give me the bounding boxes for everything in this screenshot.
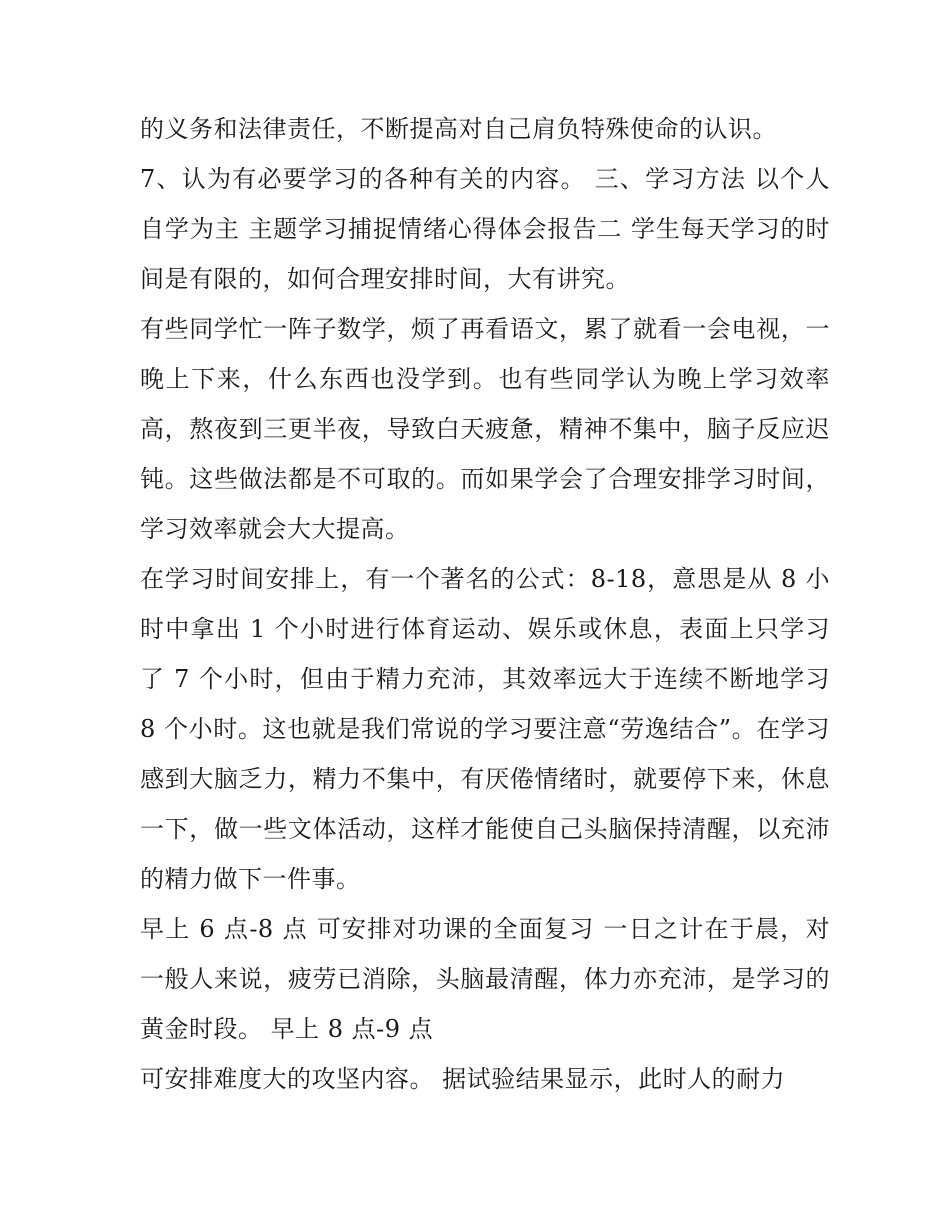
paragraph-3: 有些同学忙一阵子数学，烦了再看语文，累了就看一会电视，一晚上下来，什么东西也没学到。也有些同学认为晚上学习效率高，熬夜到三更半夜，导致白天疲惫，精神不集中，脑子反应迟钝。这些做法都是不可取的。而如果学会了合理安排学习时间，学习效率就会大大提高。 (140, 315, 830, 543)
paragraph-2: 7、认为有必要学习的各种有关的内容。 三、学习方法 以个人自学为主 主题学习捕捉情绪心得体会报告二 学生每天学习的时间是有限的，如何合理安排时间，大有讲究。 (140, 165, 830, 293)
paragraph-4: 在学习时间安排上，有一个著名的公式：8-18，意思是从 8 小时中拿出 1 个小时进行体育运动、娱乐或休息，表面上只学习了 7 个小时，但由于精力充沛，其效率远大于连续不断地学习 8 个小时。这也就是我们常说的学习要注意“劳逸结合”。在学习感到大脑乏力，精力不集中，有厌倦情绪时，就要停下来，休息一下，做一些文体活动，这样才能使自己头脑保持清醒，以充沛的精力做下一件事。 (140, 565, 839, 893)
paragraph-5: 早上 6 点-8 点 可安排对功课的全面复习 一日之计在于晨，对一般人来说，疲劳已消除，头脑最清醒，体力亦充沛，是学习的黄金时段。 早上 8 点-9 点 (140, 915, 830, 1043)
paragraph-1: 的义务和法律责任，不断提高对自己肩负特殊使命的认识。 (140, 115, 777, 143)
body-text (140, 104, 839, 1104)
paragraph-6: 可安排难度大的攻坚内容。 据试验结果显示，此时人的耐力 (140, 1065, 786, 1093)
